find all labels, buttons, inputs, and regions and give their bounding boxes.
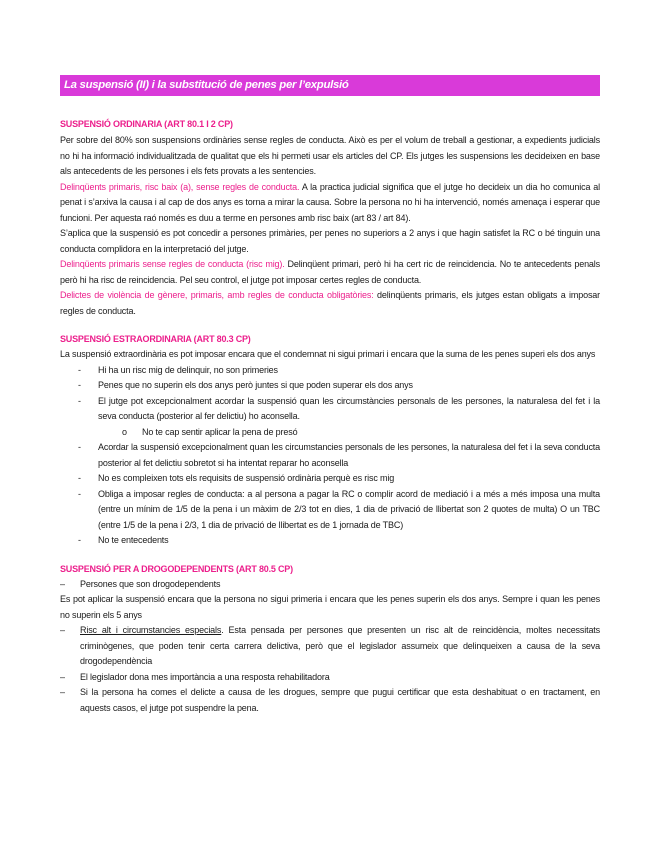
list-item-text: Persones que son drogodependents bbox=[80, 578, 221, 589]
paragraph-drogodependents: Es pot aplicar la suspensió encara que la persona no sigui primeria i encara que les penes superin els dos anys. Sempre i quan les penes no superin els 5 anys bbox=[60, 594, 600, 620]
list-item bbox=[60, 440, 600, 471]
paragraph-aplicacio: S’aplica que la suspensió es pot concedir a persones primàries, per penes no superiors a 2 anys i que hagin satisfet la RC o bé tinguin una conducta complidora en la interpretació del jutge. bbox=[60, 228, 600, 254]
list-item bbox=[60, 487, 600, 534]
text-risc-baix: A la practica judicial significa que el jutge ho decideix un dia ho comunica al penat i s’arxiva la causa i al cap de dos anys es torna a mirar la causa. Sobre la persona no hi ha intervenció, només amenaça i esperar que funcioni. Per aquesta raó només es duu a terme en persones amb risc baix (art 83 / art 84). bbox=[60, 181, 600, 223]
paragraph-risc-baix bbox=[60, 180, 600, 227]
drogodependents-list-2 bbox=[60, 623, 600, 716]
paragraph-risc-mig bbox=[60, 257, 600, 288]
list-item bbox=[60, 623, 600, 670]
bullet-dash: – bbox=[60, 578, 65, 589]
list-item bbox=[60, 363, 600, 379]
paragraph-ordinaria-intro: Per sobre del 80% son suspensions ordinàries sense regles de conducta. Això es per el volum de treball a gestionar, a expedients judicials no hi ha informació individualitzada de qualitat que els hi permeti usar els articles del CP. Els jutges les suspensions les decideixen en base als antecedents de les persones i els fets provats a les sentencies. bbox=[60, 135, 600, 176]
bullet-dash: – bbox=[60, 625, 65, 635]
highlight-risc-mig: Delinqüents primaris sense regles de conducta (risc mig). bbox=[60, 259, 285, 269]
list-item bbox=[60, 685, 600, 716]
heading-suspensio-extraordinaria: SUSPENSIÓ ESTRAORDINARIA (ART 80.3 CP) bbox=[60, 334, 251, 344]
document-page bbox=[60, 75, 600, 716]
list-item bbox=[60, 670, 600, 686]
list-item bbox=[60, 378, 600, 394]
sub-list-item bbox=[60, 425, 600, 441]
bullet-dash: - bbox=[78, 535, 81, 545]
list-item-text: El legislador dona mes importància a una resposta rehabilitadora bbox=[80, 671, 330, 682]
bullet-dash: - bbox=[78, 488, 81, 499]
section-title: La suspensió (II) i la substitució de penes per l’expulsió bbox=[60, 75, 600, 96]
bullet-dash: – bbox=[60, 671, 65, 682]
bullet-dash: - bbox=[78, 380, 81, 390]
text-violencia-genere: delinqüents primaris, els jutges estan obligats a imposar regles de conducta. bbox=[60, 290, 600, 316]
list-item-text: . Esta pensada per persones que presenten un risc alt de reincidència, moltes necessitats criminògenes, que poden tenir certa carrera delictiva, però que el legislador assumeix que delinqueixen a causa de la seva drogodependència bbox=[80, 625, 601, 666]
highlight-violencia-genere: Delictes de violència de gènere, primaris, amb regles de conducta obligatòries: bbox=[60, 290, 374, 300]
extraordinaria-list-2 bbox=[60, 440, 600, 549]
list-item-text: Penes que no superin els dos anys però juntes si que poden superar els dos anys bbox=[98, 380, 413, 390]
paragraph-extraordinaria-intro: La suspensió extraordinària es pot imposar encara que el condemnat ni sigui primari i encara que la suma de les penes superi els dos anys bbox=[60, 349, 596, 359]
bullet-dash: – bbox=[60, 687, 65, 697]
bullet-dash: - bbox=[78, 395, 81, 406]
list-item-text: No te entecedents bbox=[98, 535, 169, 545]
extraordinaria-sublist bbox=[60, 425, 600, 441]
list-item-text: Acordar la suspensió excepcionalment quan les circumstancies personals de les persones, la naturalesa del fet i la seva conducta posterior al fet delictiu sobretot si ha intentat reparar ho aconsella bbox=[98, 442, 600, 468]
underlined-text: Risc alt i circumstancies especials bbox=[80, 625, 222, 635]
bullet-dash: - bbox=[78, 473, 81, 483]
bullet-circle: o bbox=[122, 426, 127, 437]
bullet-dash: - bbox=[78, 364, 81, 375]
heading-suspensio-ordinaria: SUSPENSIÓ ORDINARIA (ART 80.1 I 2 CP) bbox=[60, 119, 233, 129]
list-item-text: Hi ha un risc mig de delinquir, no son primeries bbox=[98, 364, 278, 375]
paragraph-violencia-genere bbox=[60, 288, 600, 319]
bullet-dash: - bbox=[78, 442, 81, 452]
list-item-text: El jutge pot excepcionalment acordar la suspensió quan les circumstàncies personals de les persones, la naturalesa del fet i la seva conducta (posterior al fer delictiu) ho aconsella. bbox=[98, 395, 600, 421]
list-item-text: Si la persona ha comes el delicte a causa de les drogues, sempre que pugui certificar que esta deshabituat o en tractament, en aquests casos, el jutge pot suspendre la pena. bbox=[80, 687, 600, 713]
list-item bbox=[60, 533, 600, 549]
drogodependents-list bbox=[60, 577, 600, 593]
highlight-risc-baix: Delinqüents primaris, risc baix (a), sense regles de conducta. bbox=[60, 181, 300, 192]
extraordinaria-list bbox=[60, 363, 600, 425]
text-risc-mig: Delinqüent primari, però hi ha cert ric de reincidencia. No te antecedents penals però hi ha risc de reincidencia. Pel seu control, el jutge pot imposar certes regles de conducta. bbox=[60, 259, 600, 285]
heading-suspensio-drogodependents: SUSPENSIÓ PER A DROGODEPENDENTS (ART 80.5 CP) bbox=[60, 563, 293, 574]
list-item bbox=[60, 577, 600, 593]
sub-list-item-text: No te cap sentir aplicar la pena de presó bbox=[142, 426, 298, 437]
list-item-text: Obliga a imposar regles de conducta: a al persona a pagar la RC o complir acord de mediació i a més a més imposa una multa (entre un mínim de 1/5 de la pena i un màxim de 2/3 tot en dies, 1 dia de privació de llibertat son 2 quotes de multa) O un TBC (entre 1/5 de la pena i 2/3, 1 dia de privació de llibertat es de 1 jornada de TBC) bbox=[98, 488, 600, 530]
list-item bbox=[60, 394, 600, 425]
list-item bbox=[60, 471, 600, 487]
list-item-text: No es compleixen tots els requisits de suspensió ordinària perquè es risc mig bbox=[98, 473, 395, 483]
